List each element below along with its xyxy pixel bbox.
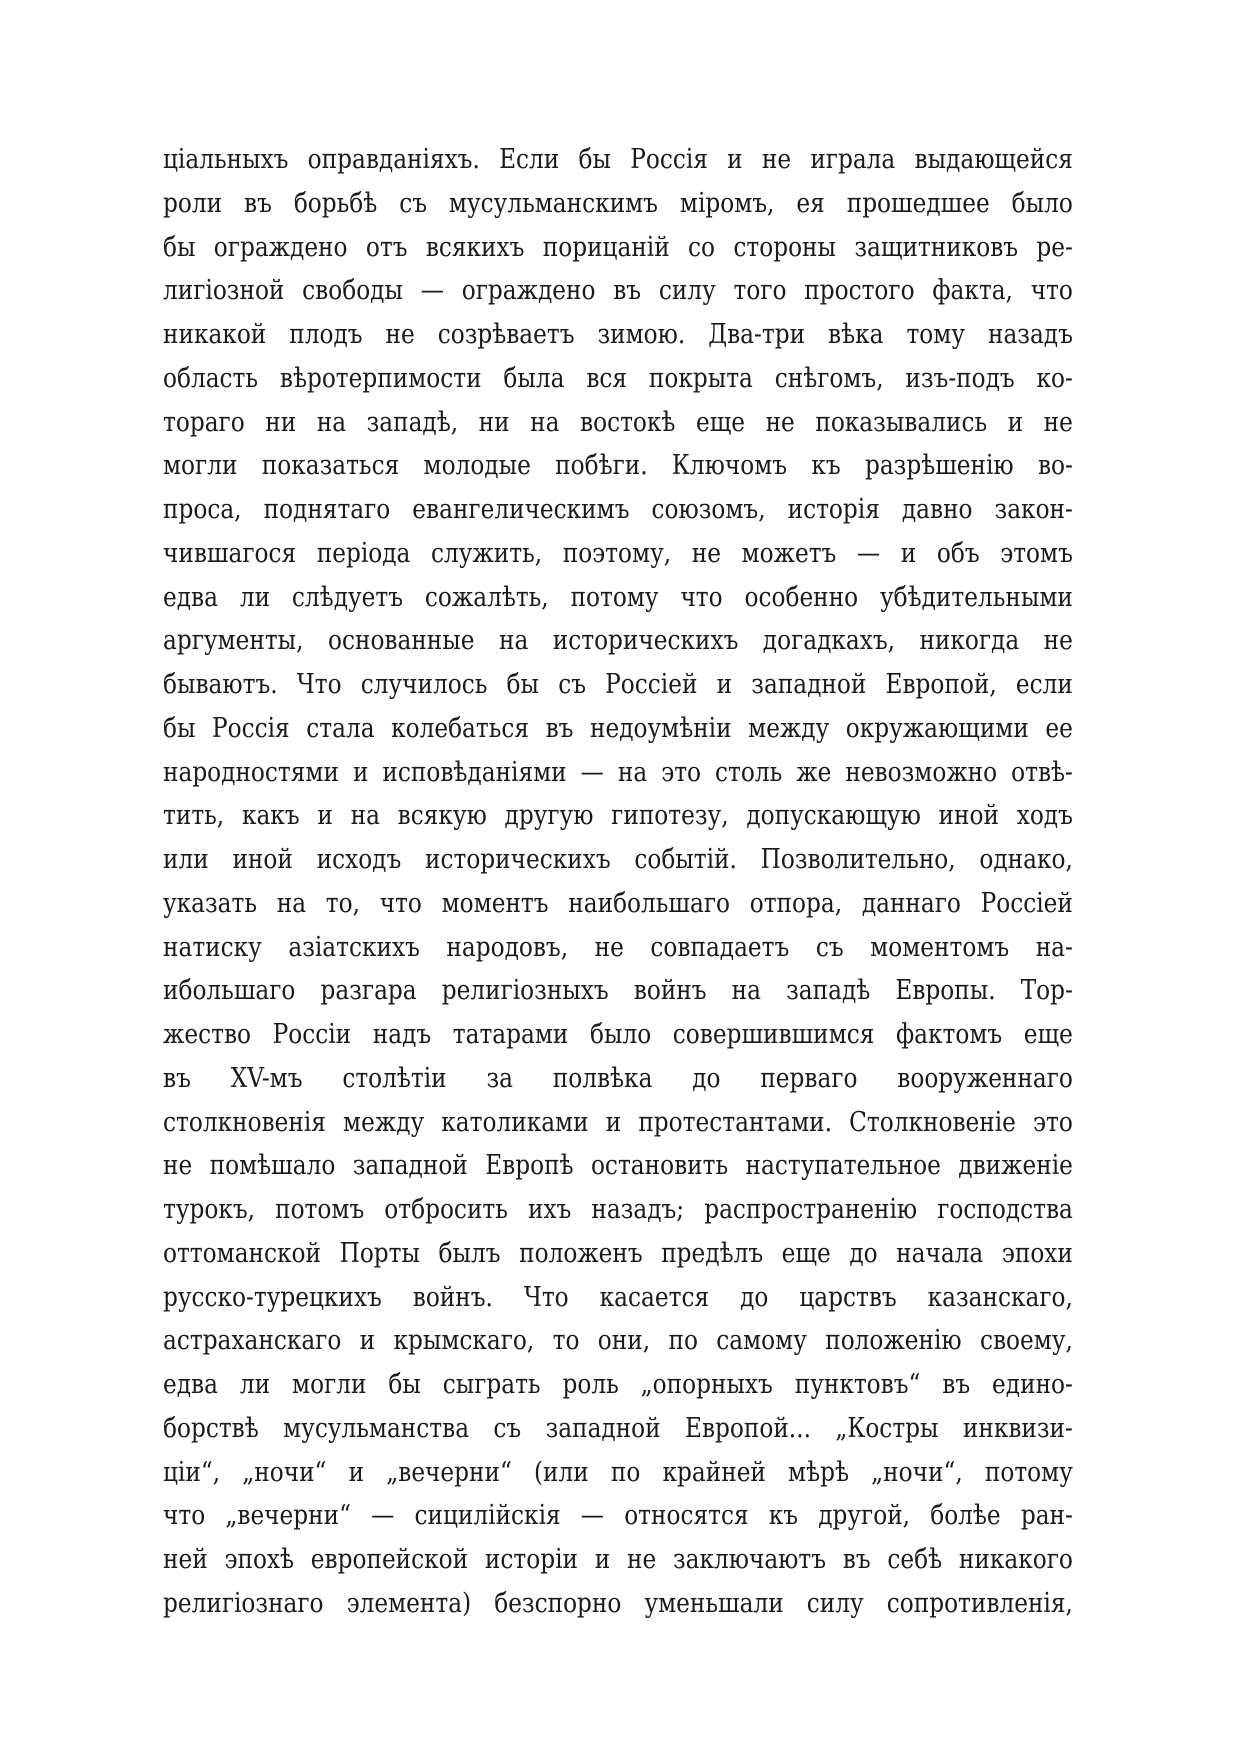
text-line: астраханскаго и крымскаго, то они, по самому положенію своему, — [163, 1325, 1073, 1357]
text-line: ней эпохѣ европейской исторіи и не заключаютъ въ себѣ никакого — [163, 1544, 1073, 1575]
text-line: чившагося періода служить, поэтому, не можетъ — и объ этомъ — [163, 537, 1073, 569]
text-line: роли въ борьбѣ съ мусульманскимъ міромъ, ея прошедшее было — [163, 187, 1073, 219]
text-line: оттоманской Порты былъ положенъ предѣлъ еще до начала эпохи — [163, 1237, 1073, 1269]
text-line: натиску азіатскихъ народовъ, не совпадаетъ съ моментомъ на- — [163, 931, 1073, 963]
text-line: народностями и исповѣданіями — на это столь же невозможно отвѣ- — [163, 756, 1073, 788]
text-line: бываютъ. Что случилось бы съ Россіей и западной Европой, если — [163, 669, 1073, 700]
text-line: турокъ, потомъ отбросить ихъ назадъ; распространенію господства — [163, 1194, 1073, 1225]
text-line: русско-турецкихъ войнъ. Что касается до царствъ казанскаго, — [163, 1281, 1073, 1313]
text-line: тораго ни на западѣ, ни на востокѣ еще не показывались и не — [163, 406, 1073, 438]
text-line: проса, поднятаго евангелическимъ союзомъ, исторія давно закон- — [163, 494, 1073, 525]
text-line: аргументы, основанные на историческихъ догадкахъ, никогда не — [163, 625, 1073, 657]
text-line: ціальныхъ оправданіяхъ. Если бы Россія и не играла выдающейся — [163, 144, 1073, 175]
text-line: область вѣротерпимости была вся покрыта снѣгомъ, изъ-подъ ко- — [163, 362, 1073, 394]
text-line: столкновенія между католиками и протестантами. Столкновеніе это — [163, 1106, 1073, 1138]
text-line: тить, какъ и на всякую другую гипотезу, допускающую иной ходъ — [163, 800, 1073, 832]
text-line: бы ограждено отъ всякихъ порицаній со стороны защитниковъ ре- — [163, 231, 1073, 263]
text-line: религіознаго элемента) безспорно уменьшали силу сопротивленія, — [163, 1587, 1073, 1619]
text-line: или иной исходъ историческихъ событій. Позволительно, однако, — [163, 844, 1073, 875]
text-line: никакой плодъ не созрѣваетъ зимою. Два-три вѣка тому назадъ — [163, 319, 1073, 350]
text-line: бы Россія стала колебаться въ недоумѣніи между окружающими ее — [163, 712, 1073, 744]
text-line: не помѣшало западной Европѣ остановить наступательное движеніе — [163, 1150, 1073, 1182]
text-line: могли показаться молодые побѣги. Ключомъ къ разрѣшенію во- — [163, 450, 1073, 482]
text-line: едва ли могли бы сыграть роль „опорныхъ пунктовъ“ въ едино- — [163, 1369, 1073, 1400]
text-line: въ XV-мъ столѣтіи за полвѣка до перваго вооруженнаго — [163, 1062, 1073, 1094]
text-line: указать на то, что моментъ наибольшаго отпора, даннаго Россіей — [163, 887, 1073, 919]
text-line: ціи“, „ночи“ и „вечерни“ (или по крайней мѣрѣ „ночи“, потому — [163, 1456, 1073, 1488]
text-line: жество Россіи надъ татарами было совершившимся фактомъ еще — [163, 1019, 1073, 1050]
text-line: ибольшаго разгара религіозныхъ войнъ на западѣ Европы. Тор- — [163, 975, 1073, 1007]
text-line: борствѣ мусульманства съ западной Европой... „Костры инквизи- — [163, 1412, 1073, 1444]
text-line: лигіозной свободы — ограждено въ силу того простого факта, что — [163, 275, 1073, 307]
text-line: едва ли слѣдуетъ сожалѣть, потому что особенно убѣдительными — [163, 581, 1073, 613]
text-line: что „вечерни“ — сицилійскія — относятся къ другой, болѣе ран- — [163, 1500, 1073, 1532]
body-text — [163, 138, 1073, 1626]
